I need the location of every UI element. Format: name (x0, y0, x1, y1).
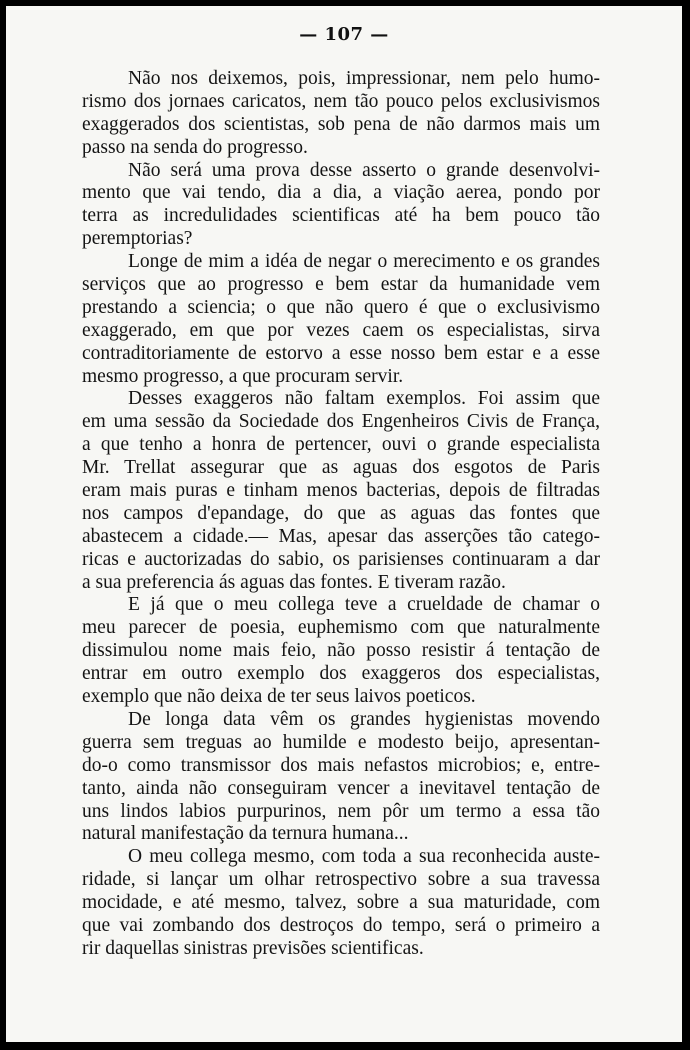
text-line: ricas e auctorizadas do sabio, os parisienses continuaram a dar (82, 548, 600, 570)
text-line: natural manifestação da ternura humana... (82, 823, 409, 845)
text-line: serviços que ao progresso e bem estar da humanidade vem (82, 274, 600, 296)
paragraph (82, 251, 600, 388)
text-line: do-o como transmissor dos mais nefastos microbios; e, entre- (82, 754, 600, 776)
text-line: exemplo que não deixa de ter seus laivos poeticos. (82, 686, 476, 708)
paragraph (82, 846, 600, 960)
text-line: que vai zombando dos destroços do tempo, será o primeiro a (82, 914, 600, 936)
text-line: exaggerados dos scientistas, sob pena de não darmos mais um (82, 113, 600, 135)
text-line: uns lindos labios purpurinos, nem pôr um termo a essa tão (82, 800, 600, 822)
text-line: exaggerado, em que por vezes caem os especialistas, sirva (82, 319, 600, 341)
text-line: Desses exaggeros não faltam exemplos. Foi assim que (128, 388, 600, 410)
paragraph (82, 594, 600, 708)
text-line: abastecem a cidade.— Mas, apesar das asserções tão catego- (82, 525, 600, 547)
text-line: prestando a sciencia; o que não quero é que o exclusivismo (82, 296, 600, 318)
text-line: Não será uma prova desse asserto o grande desenvolvi- (128, 159, 600, 181)
text-line: dissimulou nome mais feio, não posso resistir á tentação de (82, 640, 600, 662)
text-line: meu parecer de poesia, euphemismo com que naturalmente (82, 617, 600, 639)
text-line: contraditoriamente de estorvo a esse nosso bem estar e a esse (82, 342, 600, 364)
text-line: passo na senda do progresso. (82, 136, 308, 158)
text-line: mento que vai tendo, dia a dia, a viação aerea, pondo por (82, 182, 600, 204)
text-line: Mr. Trellat assegurar que as aguas dos esgotos de Paris (82, 457, 600, 479)
text-line: rir daquellas sinistras previsões scientificas. (82, 937, 424, 959)
text-line: O meu collega mesmo, com toda a sua reconhecida auste- (128, 846, 600, 868)
text-line: nos campos d'epandage, do que as aguas das fontes que (82, 502, 600, 524)
text-line: De longa data vêm os grandes hygienistas movendo (128, 708, 600, 730)
text-line: entrar em outro exemplo dos exaggeros dos especialistas, (82, 663, 600, 685)
text-line: terra as incredulidades scientificas até ha bem pouco tão (82, 205, 600, 227)
text-line: mesmo progresso, a que procuram servir. (82, 365, 404, 387)
text-line: E já que o meu collega teve a crueldade de chamar o (128, 594, 600, 616)
text-line: Não nos deixemos, pois, impressionar, nem pelo humo- (128, 68, 600, 89)
text-line: Longe de mim a idéa de negar o merecimento e os grandes (128, 251, 600, 273)
text-line: a que tenho a honra de pertencer, ouvi o grande especialista (82, 434, 600, 456)
paragraph (82, 160, 600, 252)
text-line: ridade, si lançar um olhar retrospectivo sobre a sua travessa (82, 869, 600, 891)
text-line: tanto, ainda não conseguiram vencer a inevitavel tentação de (82, 777, 600, 799)
text-line: mocidade, e até mesmo, talvez, sobre a sua maturidade, com (82, 892, 600, 914)
book-page (6, 6, 682, 1042)
text-line: eram mais puras e tinham menos bacterias, depois de filtradas (82, 480, 600, 502)
text-line: a sua preferencia ás aguas das fontes. E tiveram razão. (82, 571, 506, 593)
text-line: rismo dos jornaes caricatos, nem tão pouco pelos exclusivismos (82, 90, 600, 112)
text-line: guerra sem treguas ao humilde e modesto beijo, apresentan- (82, 731, 600, 753)
paragraph (82, 709, 600, 846)
paragraph (82, 68, 600, 160)
body-text (82, 68, 600, 961)
paragraph (82, 388, 600, 594)
page-number: — 107 — (299, 24, 389, 45)
text-line: peremptorias? (82, 228, 193, 250)
text-line: em uma sessão da Sociedade dos Engenheiros Civis de França, (82, 411, 600, 433)
